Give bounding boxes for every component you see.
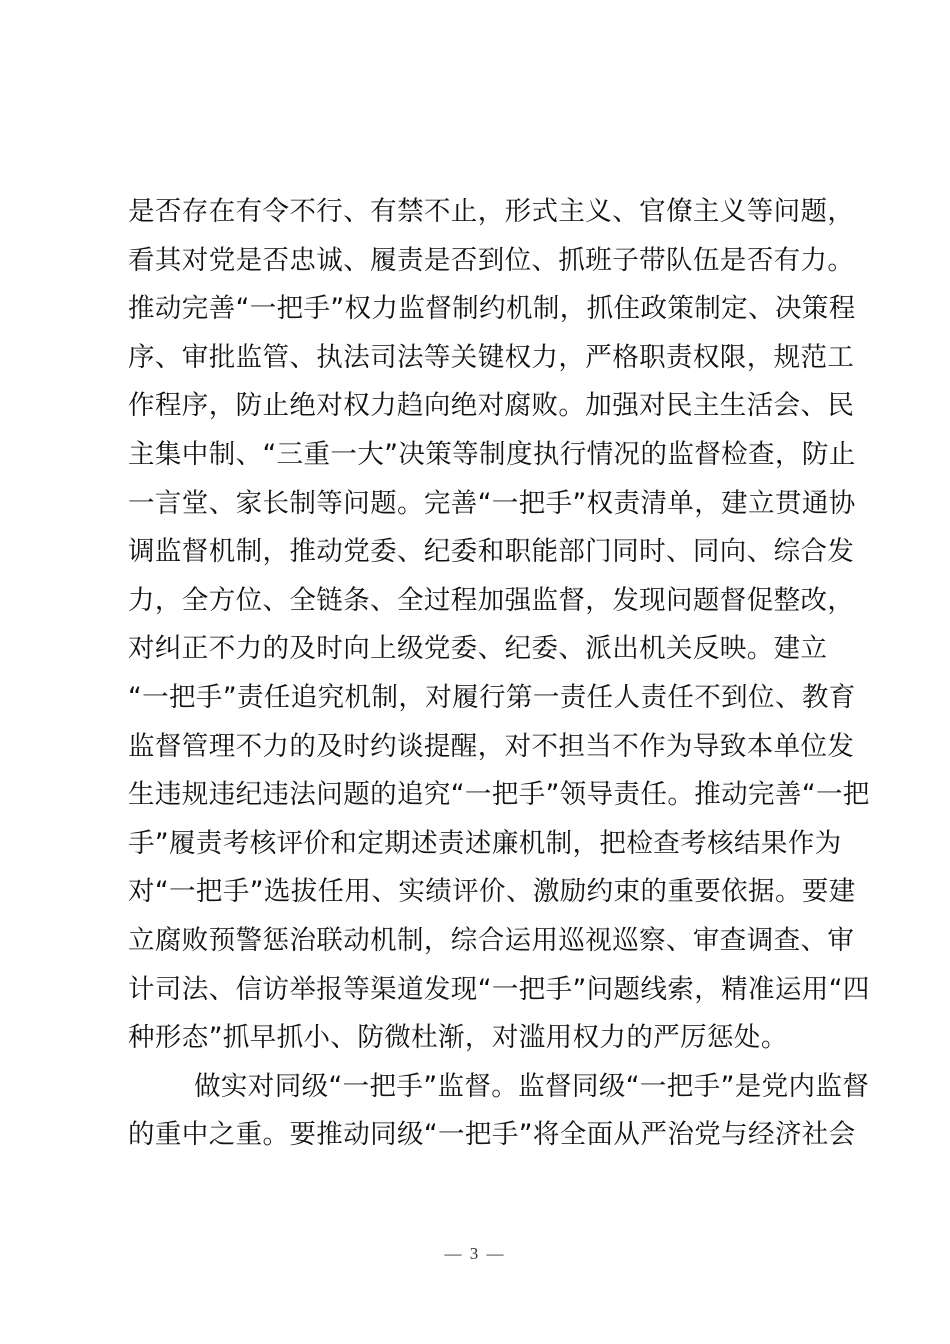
text-line: 对“一把手”选拔任用、实绩评价、激励约束的重要依据。要建 <box>128 876 856 908</box>
text-line: 作程序，防止绝对权力趋向绝对腐败。加强对民主生活会、民 <box>128 390 855 422</box>
text-line: 对纠正不力的及时向上级党委、纪委、派出机关反映。建立 <box>128 633 828 665</box>
text-line: 序、审批监管、执法司法等关键权力，严格职责权限，规范工 <box>128 341 855 373</box>
text-line: 一言堂、家长制等问题。完善“一把手”权责清单，建立贯通协 <box>128 487 856 519</box>
text-line: 计司法、信访举报等渠道发现“一把手”问题线索，精准运用“四 <box>128 973 870 1005</box>
text-line: 力，全方位、全链条、全过程加强监督，发现问题督促整改， <box>128 584 855 616</box>
text-line: 的重中之重。要推动同级“一把手”将全面从严治党与经济社会 <box>128 1119 856 1151</box>
text-line: 立腐败预警惩治联动机制，综合运用巡视巡察、审查调查、审 <box>128 924 855 956</box>
text-line: 监督管理不力的及时约谈提醒，对不担当不作为导致本单位发 <box>128 730 855 762</box>
text-line: 生违规违纪违法问题的追究“一把手”领导责任。推动完善“一把 <box>128 779 870 811</box>
text-line: 做实对同级“一把手”监督。监督同级“一把手”是党内监督 <box>194 1070 870 1102</box>
text-line: 调监督机制，推动党委、纪委和职能部门同时、同向、综合发 <box>128 536 855 568</box>
paragraph-2 <box>128 1063 870 1160</box>
page-number: — 3 — <box>444 1244 506 1263</box>
text-line: 推动完善“一把手”权力监督制约机制，抓住政策制定、决策程 <box>128 293 856 325</box>
text-line: “一把手”责任追究机制，对履行第一责任人责任不到位、教育 <box>128 681 856 713</box>
text-line: 手”履责考核评价和定期述责述廉机制，把检查考核结果作为 <box>128 827 842 859</box>
text-line: 看其对党是否忠诚、履责是否到位、抓班子带队伍是否有力。 <box>128 244 855 276</box>
text-line: 种形态”抓早抓小、防微杜渐，对滥用权力的严厉惩处。 <box>128 1022 788 1054</box>
text-line: 主集中制、“三重一大”决策等制度执行情况的监督检查，防止 <box>128 438 856 470</box>
paragraph-1 <box>128 188 870 1063</box>
text-line: 是否存在有令不行、有禁不止，形式主义、官僚主义等问题， <box>128 196 855 227</box>
document-body <box>128 188 870 1160</box>
